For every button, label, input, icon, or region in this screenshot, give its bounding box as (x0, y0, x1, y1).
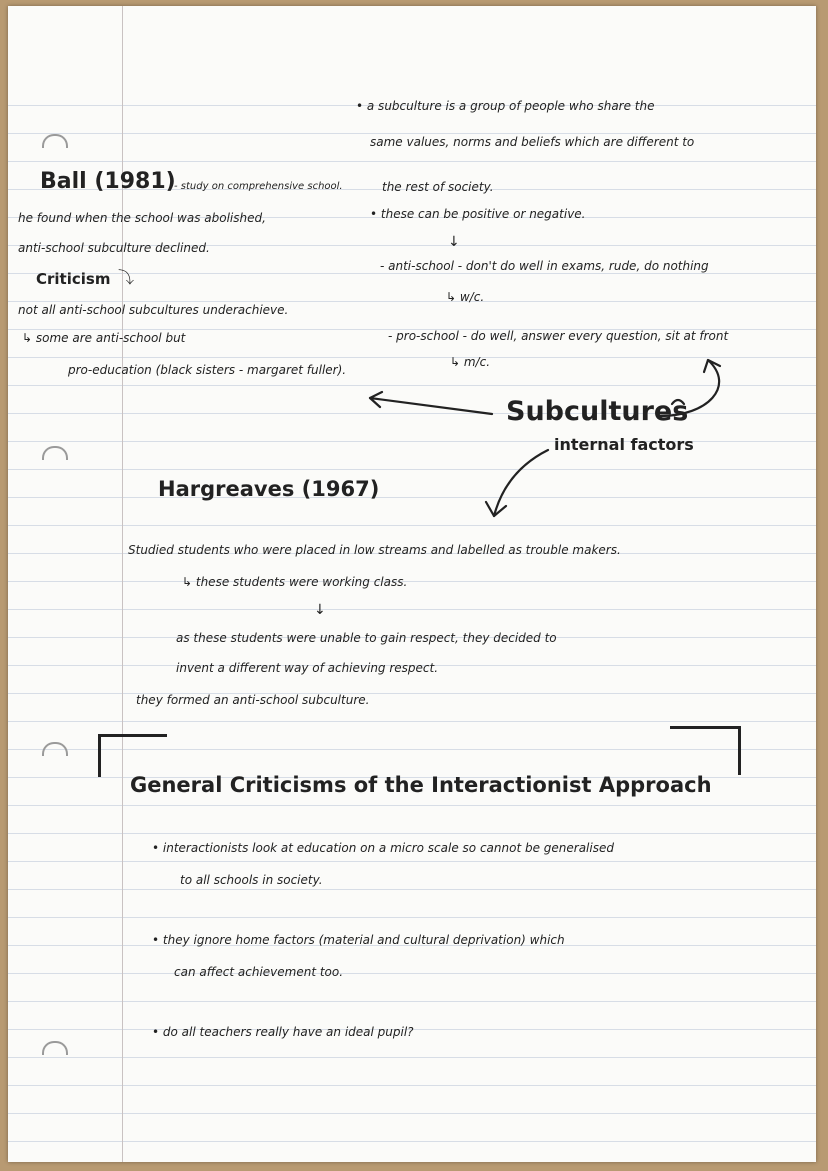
criticism-bullet-cont: can affect achievement too. (174, 965, 344, 979)
hargreaves-line: Studied students who were placed in low streams and labelled as trouble makers. (128, 543, 621, 557)
criticism-bullet: • do all teachers really have an ideal pupil? (152, 1025, 414, 1039)
pro-school-line: - pro-school - do well, answer every question, sit at front (388, 329, 729, 343)
criticism-line: ↳ some are anti-school but (22, 331, 186, 345)
hargreaves-line: they formed an anti-school subculture. (136, 693, 370, 707)
down-arrow: ↓ (314, 602, 326, 618)
hargreaves-line: ↳ these students were working class. (182, 575, 408, 589)
hargreaves-line: as these students were unable to gain respect, they decided to (176, 631, 557, 645)
ball-title: Ball (1981) (40, 169, 176, 194)
criticism-bullet: • they ignore home factors (material and cultural deprivation) which (152, 933, 565, 947)
definition-line: the rest of society. (382, 180, 494, 194)
ball-note: - study on comprehensive school. (174, 181, 343, 192)
hand-drawn-arrows (8, 6, 816, 1162)
arrow-to-hargreaves-icon (494, 450, 548, 516)
criticism-title: Criticism (36, 270, 111, 288)
hargreaves-title: Hargreaves (1967) (158, 477, 380, 501)
anti-school-class: ↳ w/c. (446, 290, 485, 304)
definition-line: • these can be positive or negative. (370, 207, 586, 221)
notebook-page (8, 6, 816, 1162)
definition-line: same values, norms and beliefs which are different to (370, 135, 695, 149)
down-arrow: ↓ (448, 234, 460, 250)
pro-school-class: ↳ m/c. (450, 355, 491, 369)
criticism-line: not all anti-school subcultures underachieve. (18, 303, 289, 317)
squiggle-icon (672, 400, 684, 404)
general-criticisms-title: General Criticisms of the Interactionist Approach (130, 773, 712, 797)
criticism-bullet-cont: to all schools in society. (180, 873, 323, 887)
criticism-bullet: • interactionists look at education on a micro scale so cannot be generalised (152, 841, 614, 855)
arrow-to-definition-icon (660, 360, 719, 416)
anti-school-line: - anti-school - don't do well in exams, rude, do nothing (380, 259, 709, 273)
ball-line: anti-school subculture declined. (18, 241, 210, 255)
arrow-head-icon (704, 360, 720, 372)
internal-factors-label: internal factors (554, 435, 694, 454)
criticism-arrow-icon: ⤵ (118, 268, 135, 287)
arrow-to-ball-icon (370, 398, 492, 414)
definition-line: • a subculture is a group of people who share the (356, 99, 655, 113)
criticism-line: pro-education (black sisters - margaret fuller). (68, 363, 347, 377)
hargreaves-line: invent a different way of achieving respect. (176, 661, 439, 675)
subcultures-title: Subcultures (506, 396, 689, 427)
ball-line: he found when the school was abolished, (18, 211, 266, 225)
